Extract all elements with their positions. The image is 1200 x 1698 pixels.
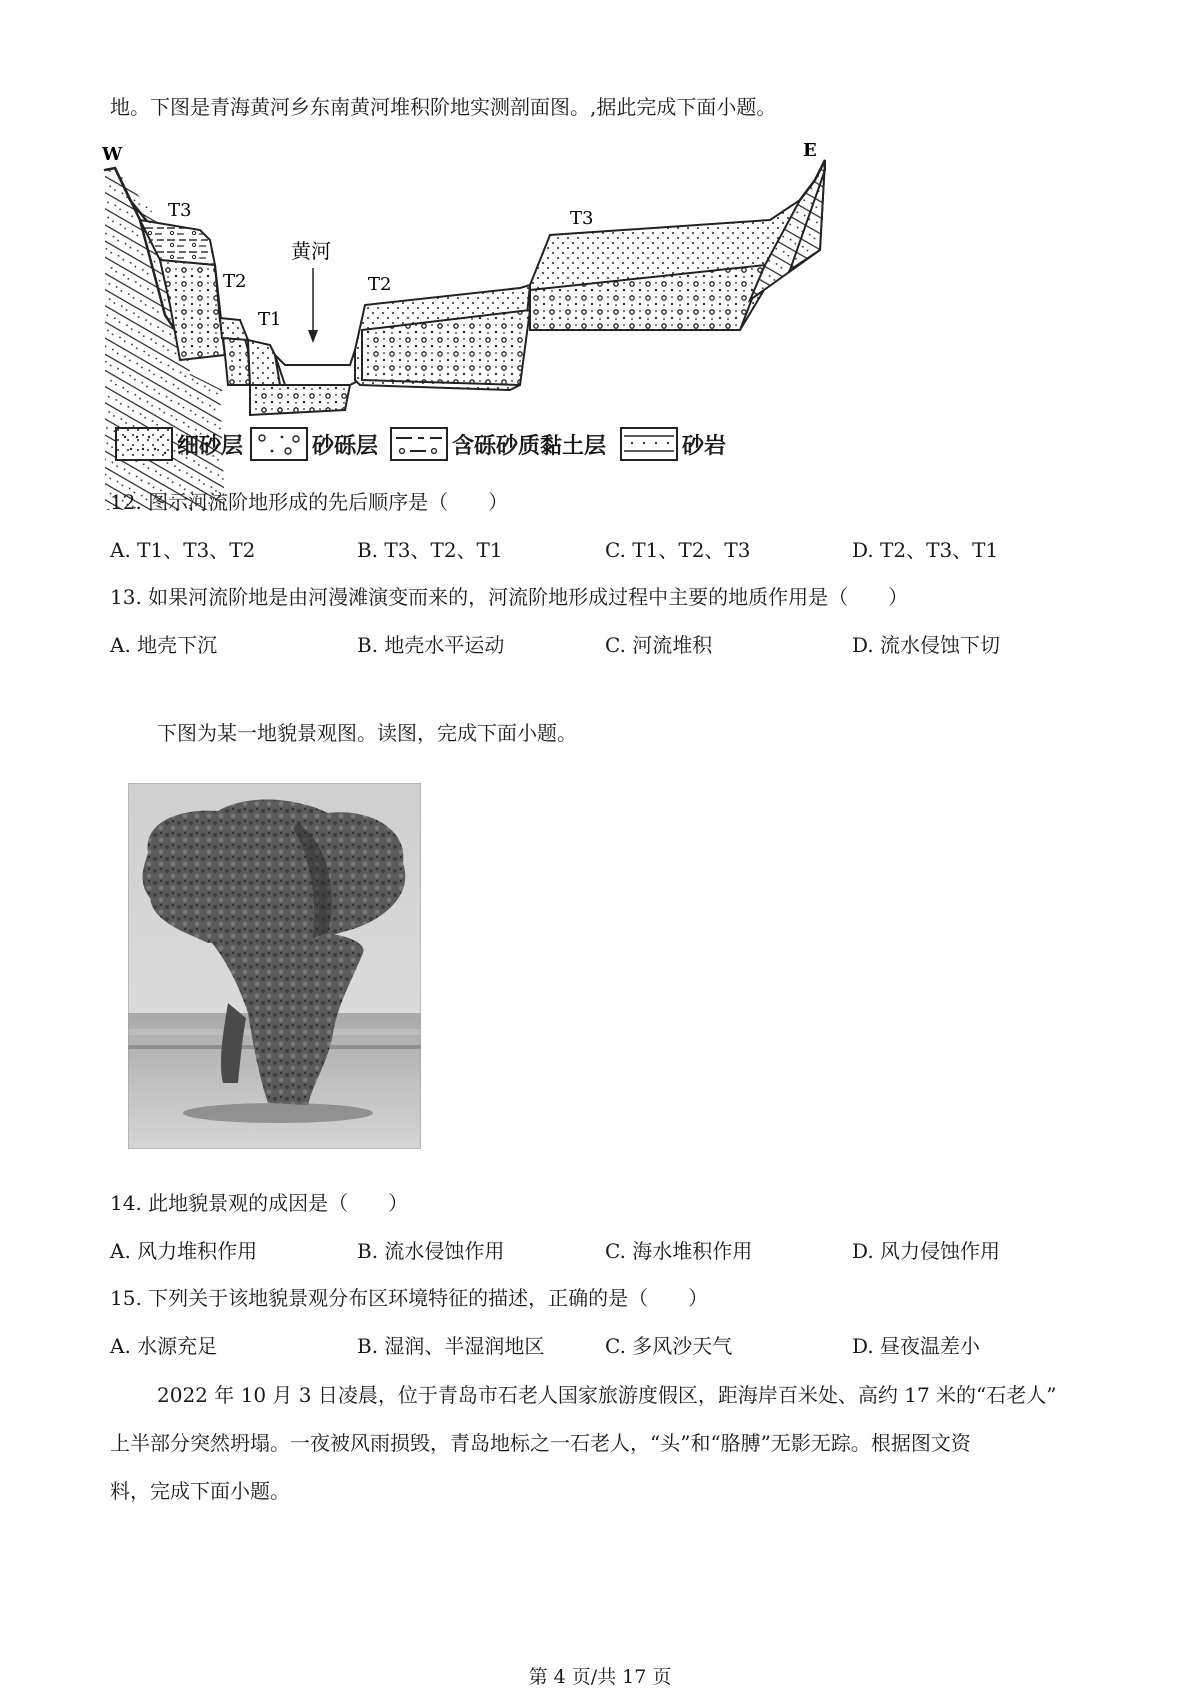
q14-option-c: C. 海水堆积作用 (605, 1239, 753, 1263)
q13-option-b: B. 地壳水平运动 (357, 633, 505, 657)
west-label: W (102, 144, 123, 165)
q12-stem: 12. 图示河流阶地形成的先后顺序是（ ） (110, 490, 509, 514)
q12-option-c: C. T1、T2、T3 (605, 538, 751, 562)
t2-right-label: T2 (368, 274, 392, 295)
q14-option-d: D. 风力侵蚀作用 (852, 1239, 1001, 1263)
para3-line-3: 料，完成下面小题。 (110, 1479, 290, 1503)
legend-label-sandstone: 砂岩 (682, 433, 727, 459)
q13-option-a: A. 地壳下沉 (110, 633, 218, 657)
q12-option-a: A. T1、T3、T2 (110, 538, 256, 562)
q15-option-c: C. 多风沙天气 (605, 1334, 733, 1358)
q13-option-d: D. 流水侵蚀下切 (852, 633, 1001, 657)
arrow-head-icon (308, 330, 318, 343)
east-label: E (803, 140, 817, 161)
q15-option-a: A. 水源充足 (110, 1334, 218, 1358)
legend-clay-swatch (390, 427, 448, 461)
q15-stem: 15. 下列关于该地貌景观分布区环境特征的描述，正确的是（ ） (110, 1286, 709, 1310)
t2-left-label: T2 (223, 271, 247, 292)
para3-line-1: 2022 年 10 月 3 日凌晨，位于青岛市石老人国家旅游度假区，距海岸百米处、高约 17 米的“石老人” (157, 1383, 1057, 1407)
legend-label-gravel: 砂砾层 (312, 433, 379, 459)
q12-option-d: D. T2、T3、T1 (852, 538, 999, 562)
q13-stem: 13. 如果河流阶地是由河漫滩演变而来的，河流阶地形成过程中主要的地质作用是（ ） (110, 585, 909, 609)
t3-right-label: T3 (570, 208, 594, 229)
t3-left-label: T3 (168, 200, 192, 221)
page-footer: 第 4 页/共 17 页 (528, 1666, 672, 1688)
legend-sandstone-swatch (620, 427, 678, 461)
q14-option-b: B. 流水侵蚀作用 (357, 1239, 505, 1263)
legend-label-clay: 含砾砂质黏土层 (452, 433, 607, 459)
q13-option-c: C. 河流堆积 (605, 633, 713, 657)
t1-label: T1 (258, 309, 282, 330)
q14-stem: 14. 此地貌景观的成因是（ ） (110, 1191, 409, 1215)
legend-label-fine-sand: 细砂层 (177, 433, 244, 459)
intro2-line: 下图为某一地貌景观图。读图，完成下面小题。 (157, 721, 577, 745)
para3-line-2: 上半部分突然坍塌。一夜被风雨损毁，青岛地标之一石老人，“头”和“胳膊”无影无踪。根据图文资 (110, 1431, 971, 1455)
intro-line: 地。下图是青海黄河乡东南黄河堆积阶地实测剖面图。,据此完成下面小题。 (110, 95, 777, 119)
mushroom-rock-photo (128, 783, 421, 1149)
q15-option-d: D. 昼夜温差小 (852, 1334, 981, 1358)
legend-gravel-swatch (250, 427, 308, 461)
q14-option-a: A. 风力堆积作用 (110, 1239, 258, 1263)
river-label: 黄河 (291, 239, 331, 263)
legend (115, 425, 815, 465)
q15-option-b: B. 湿润、半湿润地区 (357, 1334, 545, 1358)
q12-option-b: B. T3、T2、T1 (357, 538, 503, 562)
legend-fine-sand-swatch (115, 427, 173, 461)
